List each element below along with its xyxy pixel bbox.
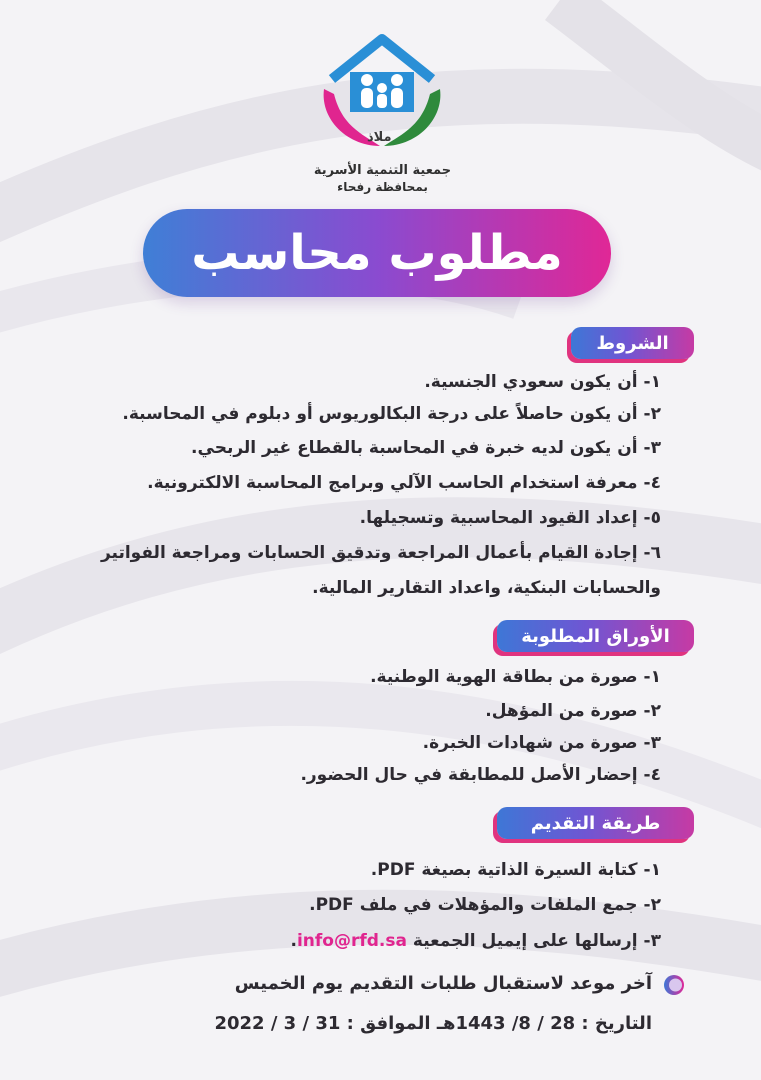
- email-link[interactable]: info@rfd.sa: [296, 931, 407, 951]
- bullet-circle-icon: [663, 974, 685, 996]
- title-banner: [143, 209, 611, 297]
- logo-wordmark: ملاذ: [367, 130, 392, 145]
- list-item: ٣-أن يكون لديه خبرة في المحاسبة بالقطاع غير الربحي.: [191, 438, 661, 458]
- list-item: ٥-إعداد القيود المحاسبية وتسجيلها.: [359, 508, 661, 528]
- list-item: ٢-أن يكون حاصلاً على درجة البكالوريوس أو دبلوم في المحاسبة.: [122, 404, 661, 424]
- list-item: ٢-صورة من المؤهل.: [485, 701, 661, 721]
- date-text: التاريخ : 28 / 8/ 1443هـ الموافق : 31 / 3 / 2022: [214, 1013, 652, 1034]
- list-item: ٣-صورة من شهادات الخبرة.: [422, 733, 661, 753]
- list-item: ١-كتابة السيرة الذاتية بصيغة PDF.: [370, 860, 661, 880]
- list-item: ٢-جمع الملفات والمؤهلات في ملف PDF.: [309, 895, 661, 915]
- section-heading-documents: الأوراق المطلوبة: [497, 620, 694, 652]
- list-item: ٤-إحضار الأصل للمطابقة في حال الحضور.: [300, 765, 661, 785]
- list-item: ٣-إرسالها على إيميل الجمعية info@rfd.sa.: [290, 931, 661, 951]
- list-item: ٤-معرفة استخدام الحاسب الآلي وبرامج المحاسبة الالكترونية.: [147, 473, 661, 493]
- deadline-text: آخر موعد لاستقبال طلبات التقديم يوم الخميس: [234, 973, 652, 994]
- list-item: ٦-إجادة القيام بأعمال المراجعة وتدقيق الحسابات ومراجعة الفواتير: [100, 543, 661, 563]
- org-location: بمحافظة رفحاء: [337, 180, 428, 194]
- list-item-continuation: والحسابات البنكية، واعداد التقارير المالية.: [312, 578, 661, 598]
- section-heading-conditions: الشروط: [571, 327, 694, 359]
- list-item: ١-أن يكون سعودي الجنسية.: [424, 372, 661, 392]
- list-item: ١-صورة من بطاقة الهوية الوطنية.: [370, 667, 661, 687]
- page-title: مطلوب محاسب: [191, 225, 563, 281]
- section-heading-apply: طريقة التقديم: [497, 807, 694, 839]
- org-name: جمعية التنمية الأسرية: [313, 163, 452, 178]
